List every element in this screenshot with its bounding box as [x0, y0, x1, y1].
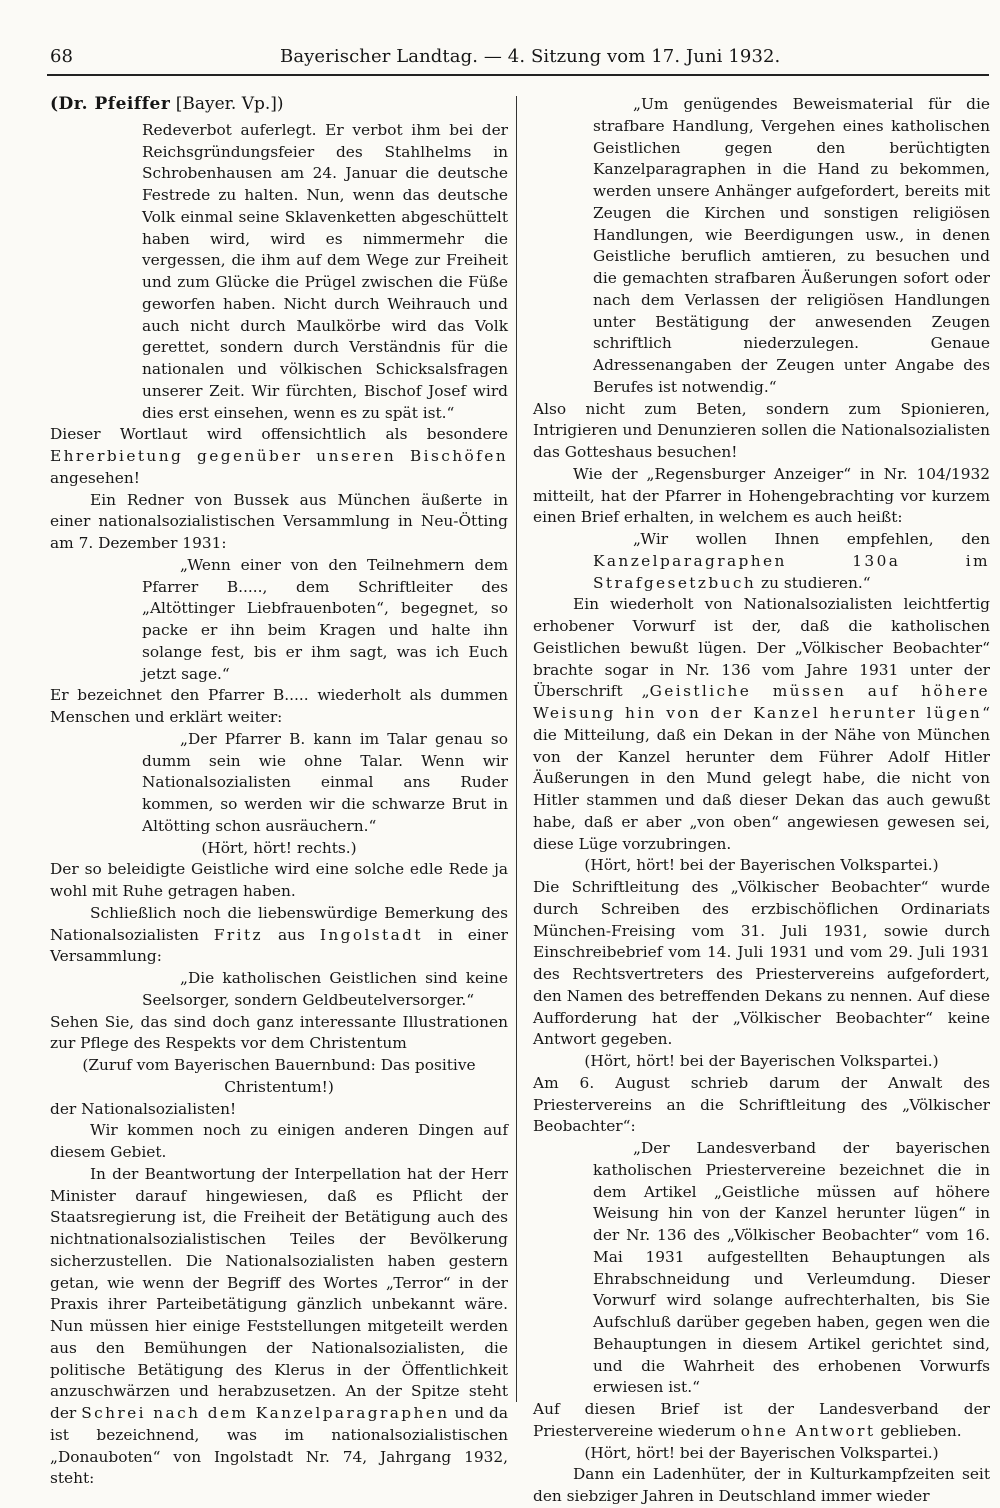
paragraph [50, 424, 508, 489]
spaced-emphasis: ohne Antwort [740, 1421, 876, 1440]
speaker-line [50, 94, 508, 116]
paragraph [50, 1164, 508, 1490]
paragraph: Am 6. August schrieb darum der Anwalt des Priestervereins an die Schriftleitung des „Völkischer Beobachter“: [533, 1073, 990, 1136]
interjection: (Hört, hört! bei der Bayerischen Volkspartei.) [584, 1443, 939, 1462]
interjection: (Zuruf vom Bayerischen Bauernbund: Das positive Christentum!) [82, 1056, 476, 1096]
quote-continued: Redeverbot auferlegt. Er verbot ihm bei der Reichsgründungsfeier des Stahlhelms in Schrobenhausen am 24. Januar die deutsche Festrede zu halten. Nun, wenn das deutsche Volk einmal seine Sklavenketten abgeschüttelt haben wird, wird es nimmermehr die vergessen, die ihm auf dem Wege zur Freiheit und zum Glücke die Prügel zwischen die Füße geworfen haben. Nicht durch Weihrauch und auch nicht durch Maulkörbe wird das Volk gerettet, sondern durch Verständnis für die nationalen und völkischen Schicksalsfragen unserer Zeit. Wir fürchten, Bischof Josef wird dies erst einsehen, wenn es zu spät ist.“ [142, 120, 508, 422]
page-number: 68 [50, 46, 73, 67]
block-quote: „Die katholischen Geistlichen sind keine Seelsorger, sondern Geldbeutelversorger.“ [142, 969, 508, 1009]
text-run: Auf diesen Brief ist der Landesverband der Priestervereine wiederum [533, 1400, 990, 1440]
block-quote: „Um genügendes Beweismaterial für die strafbare Handlung, Vergehen eines katholischen Geistlichen gegen den berüchtigten Kanzelparagraphen in die Hand zu bekommen, werden unsere Anhänger aufgefordert, bereits mit Zeugen die Kirchen und sonstigen religiösen Handlungen, wie Beerdigungen usw., in denen Geistliche beruflich amtieren, zu besuchen und die gemachten strafbaren Äußerungen sofort oder nach dem Verlassen der religiösen Handlungen unter Bestätigung der anwesenden Zeugen schriftlich niederzulegen. Genaue Adressenangaben der Zeugen unter Angabe des Berufes ist notwendig.“ [593, 95, 990, 396]
spaced-emphasis: Ehrerbietung gegenüber unseren Bischöfen [50, 447, 508, 465]
right-column [533, 94, 990, 1508]
interjection: (Hört, hört! bei der Bayerischen Volkspartei.) [584, 856, 939, 875]
paragraph: Der so beleidigte Geistliche wird eine solche edle Rede ja wohl mit Ruhe getragen haben. [50, 860, 508, 900]
column-divider [516, 96, 517, 1402]
paragraph [50, 903, 508, 968]
text-run: Schließlich noch die liebenswürdige Bemerkung des Nationalsozialisten [50, 903, 508, 944]
speaker-name: (Dr. Pfeiffer [50, 94, 171, 114]
interjection: (Hört, hört! bei der Bayerischen Volkspartei.) [584, 1052, 939, 1070]
text-run: “ die Mitteilung, daß ein Dekan in der Nähe von München von der Kanzel herunter dem Führer Adolf Hitler Äußerungen in den Mund gelegt habe, die nicht von Hitler stammen und daß dieser Dekan das auch gewußt habe, daß er aber „von oben“ angewiesen gewesen sei, diese Lüge vorzubringen. [533, 704, 990, 853]
paragraph: der Nationalsozialisten! [50, 1099, 237, 1118]
running-title: Bayerischer Landtag. — 4. Sitzung vom 17. Juni 1932. [280, 46, 781, 67]
text-run: angesehen! [50, 468, 140, 487]
paragraph [533, 594, 990, 855]
paragraph: Er bezeichnet den Pfarrer B..... wiederholt als dummen Menschen und erklärt weiter: [50, 686, 508, 726]
block-quote: „Der Pfarrer B. kann im Talar genau so dumm sein wie ohne Talar. Wenn wir Nationalsozialisten einmal ans Ruder kommen, so werden wir die schwarze Brut in Altötting schon ausräuchern.“ [142, 729, 508, 835]
text-run: in einer Versammlung: [50, 925, 508, 966]
paragraph: Dann ein Ladenhüter, der in Kulturkampfzeiten seit den siebziger Jahren in Deutschland immer wieder [533, 1465, 990, 1505]
text-run: und da ist bezeichnend, was im nationalsozialistischen „Donauboten“ von Ingolstadt Nr. 74, Jahrgang 1932, steht: [50, 1404, 508, 1488]
paragraph [533, 1399, 990, 1443]
spaced-emphasis: Ingolstadt [319, 925, 423, 944]
block-quote: „Wenn einer von den Teilnehmern dem Pfarrer B....., dem Schriftleiter des „Altöttinger Liebfrauenboten“, begegnet, so packe er ihn beim Kragen und halte ihn solange fest, bis er ihm sagt, was ich Euch jetzt sage.“ [142, 555, 508, 683]
block-quote [593, 529, 990, 594]
spaced-emphasis: Schrei nach dem Kanzelparagraphen [81, 1404, 450, 1422]
block-quote: „Der Landesverband der bayerischen katholischen Priestervereine bezeichnet die in dem Artikel „Geistliche müssen auf höhere Weisung hin von der Kanzel herunter lügen“ in der Nr. 136 des „Völkischer Beobachter“ vom 16. Mai 1931 aufgestellten Behauptungen als Ehrabschneidung und Verleumdung. Dieser Vorwurf wird solange aufrechterhalten, bis Sie Aufschluß darüber gegeben haben, gegen wen die Behauptungen in diesem Artikel gerichtet sind, und die Wahrheit des erhobenen Vorwurfs erwiesen ist.“ [593, 1139, 990, 1397]
paragraph: Wir kommen noch zu einigen anderen Dingen auf diesem Gebiet. [50, 1121, 508, 1161]
interjection: (Hört, hört! rechts.) [201, 838, 357, 857]
text-run: zu studieren.“ [756, 573, 871, 592]
text-run: Dieser Wortlaut wird offensichtlich als besondere [50, 425, 508, 444]
spaced-emphasis: Kanzelparagraphen 130a im Strafgesetzbuch [593, 551, 990, 592]
text-run: Ein wiederholt von Nationalsozialisten leichtfertig erhobener Vorwurf ist der, daß die katholischen Geistlichen bewußt lügen. Der „Völkischer Beobachter“ brachte sogar in Nr. 136 vom Jahre 1931 unter der Überschrift „ [533, 595, 990, 701]
paragraph: Die Schriftleitung des „Völkischer Beobachter“ wurde durch Schreiben des erzbischöflichen Ordinariats München-Freising vom 31. Juli 1931, sowie durch Einschreibebrief vom 14. Juli 1931 und vom 29. Juli 1931 des Rechtsvertreters des Priestervereins aufgefordert, den Namen des betreffenden Dekans zu nennen. Auf diese Aufforderung hat der „Völkischer Beobachter“ keine Antwort gegeben. [533, 878, 990, 1049]
text-run: „Wir wollen Ihnen empfehlen, den [633, 530, 990, 548]
speaker-party: [Bayer. Vp.]) [175, 94, 284, 114]
paragraph: Sehen Sie, das sind doch ganz interessante Illustrationen zur Pflege des Respekts vor dem Christentum [50, 1012, 508, 1053]
text-run: In der Beantwortung der Interpellation hat der Herr Minister darauf hingewiesen, daß es Pflicht der Staatsregierung ist, die Freiheit der Betätigung auch des nichtnationalsozialistischen Teiles der Bevölkerung sicherzustellen. Die Nationalsozialisten haben gestern getan, wie wenn der Begriff des Wortes „Terror“ in der Praxis ihrer Parteibetätigung gänzlich unbekannt wäre. Nun müssen hier einige Feststellungen mitgeteilt werden aus den Bemühungen der Nationalsozialisten, die politische Betätigung des Klerus in der Öffentlichkeit anzuschwärzen und herabzusetzen. An der Spitze steht der [50, 1164, 508, 1422]
paragraph: Ein Redner von Bussek aus München äußerte in einer nationalsozialistischen Versammlung in Neu-Ötting am 7. Dezember 1931: [50, 490, 508, 552]
spaced-emphasis: Fritz [213, 925, 264, 944]
left-column [50, 94, 508, 1490]
spaced-emphasis: Geistliche müssen auf höhere Weisung hin von der Kanzel herunter lügen [533, 682, 990, 722]
text-run: aus [263, 925, 320, 944]
header-rule [47, 74, 989, 76]
paragraph: Wie der „Regensburger Anzeiger“ in Nr. 104/1932 mitteilt, hat der Pfarrer in Hohengebrachting vor kurzem einen Brief erhalten, in welchem es auch heißt: [533, 464, 990, 527]
paragraph: Also nicht zum Beten, sondern zum Spionieren, Intrigieren und Denunzieren sollen die Nationalsozialisten das Gotteshaus besuchen! [533, 399, 990, 461]
text-run: geblieben. [875, 1421, 962, 1440]
